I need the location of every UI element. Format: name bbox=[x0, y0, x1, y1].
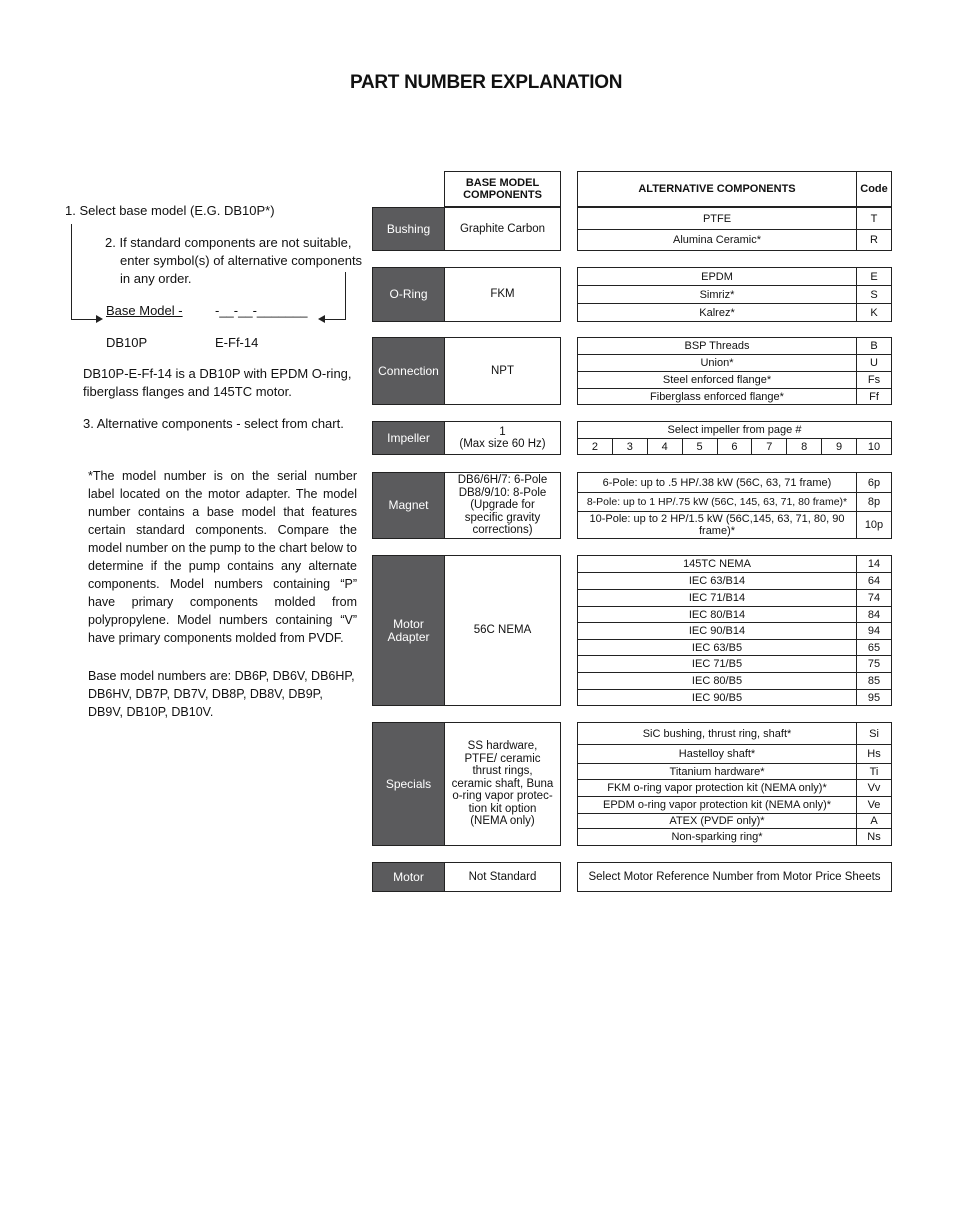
alt-row bbox=[578, 208, 891, 230]
impeller-max-note: (Max size 60 Hz) bbox=[459, 438, 546, 450]
alt-row bbox=[578, 690, 891, 705]
alt-code: B bbox=[856, 338, 891, 354]
alt-row bbox=[578, 286, 891, 304]
row-label-magnet: Magnet bbox=[372, 472, 445, 539]
alt-row bbox=[578, 493, 891, 512]
impeller-option: 9 bbox=[821, 439, 856, 454]
right-arrowhead-icon bbox=[96, 315, 103, 323]
alt-table-impeller bbox=[577, 421, 892, 455]
left-bracket-line bbox=[71, 224, 72, 320]
alt-table-motor-adapter bbox=[577, 555, 892, 706]
alt-name: 145TC NEMA bbox=[683, 558, 751, 570]
alt-name: Kalrez* bbox=[699, 306, 735, 319]
alt-row bbox=[578, 780, 891, 797]
right-bracket-line bbox=[345, 272, 346, 320]
row-label-motor: Motor bbox=[372, 862, 445, 892]
alt-name: EPDM bbox=[701, 270, 733, 283]
alt-row bbox=[578, 623, 891, 640]
alt-code: 8p bbox=[856, 493, 891, 511]
row-label-connection: Connection bbox=[372, 337, 445, 405]
alt-code: 64 bbox=[856, 573, 891, 589]
alt-code: Si bbox=[856, 723, 891, 744]
alt-row bbox=[578, 590, 891, 607]
alt-name: IEC 80/B14 bbox=[688, 608, 746, 621]
alt-row bbox=[578, 304, 891, 321]
alt-name: SiC bushing, thrust ring, shaft* bbox=[642, 727, 792, 740]
example-line-2: fiberglass flanges and 145TC motor. bbox=[83, 384, 292, 399]
row-label-impeller: Impeller bbox=[372, 421, 445, 455]
base-model-list: Base model numbers are: DB6P, DB6V, DB6HP, DB6HV, DB7P, DB7V, DB8P, DB8V, DB9P, DB9V, DB10P, DB10V. bbox=[88, 669, 355, 719]
alt-code: Hs bbox=[856, 745, 891, 763]
base-bushing: Graphite Carbon bbox=[444, 207, 561, 251]
alt-row bbox=[578, 230, 891, 250]
left-arrow-line bbox=[71, 319, 99, 320]
alt-code: A bbox=[856, 814, 891, 828]
alt-name: Union* bbox=[700, 357, 734, 369]
alt-row bbox=[578, 372, 891, 389]
impeller-option: 10 bbox=[856, 439, 891, 454]
alt-row bbox=[578, 764, 891, 780]
impeller-option: 4 bbox=[647, 439, 682, 454]
alt-name: 6-Pole: up to .5 HP/.38 kW (56C, 63, 71 frame) bbox=[602, 476, 832, 489]
alt-row bbox=[578, 607, 891, 623]
alt-row bbox=[578, 355, 891, 372]
alt-code: Vv bbox=[856, 780, 891, 796]
alt-name: Titanium hardware* bbox=[669, 765, 765, 778]
alt-code: S bbox=[856, 286, 891, 303]
base-motor: Not Standard bbox=[444, 862, 561, 892]
alt-motor: Select Motor Reference Number from Motor Price Sheets bbox=[577, 862, 892, 892]
alt-name: Hastelloy shaft* bbox=[678, 748, 756, 760]
example-model: DB10P bbox=[106, 335, 148, 350]
alt-code: K bbox=[856, 304, 891, 321]
step-2-line-2: enter symbol(s) of alternative components bbox=[120, 253, 363, 268]
alt-table-oring bbox=[577, 267, 892, 322]
impeller-option: 5 bbox=[682, 439, 717, 454]
alt-name: IEC 71/B14 bbox=[688, 592, 746, 604]
alt-code: E bbox=[856, 268, 891, 285]
step-2-line-3: in any order. bbox=[120, 271, 192, 286]
alt-row bbox=[578, 473, 891, 493]
base-motor-adapter: 56C NEMA bbox=[444, 555, 561, 706]
alt-row bbox=[578, 829, 891, 845]
alt-code: 75 bbox=[856, 656, 891, 672]
alt-name: Non-sparking ring* bbox=[671, 831, 763, 843]
alt-code: 65 bbox=[856, 640, 891, 655]
alt-code: 6p bbox=[856, 473, 891, 492]
alt-table-connection bbox=[577, 337, 892, 405]
row-label-oring: O-Ring bbox=[372, 267, 445, 322]
alt-name: IEC 90/B14 bbox=[688, 625, 746, 637]
code-header: Code bbox=[856, 172, 891, 206]
base-model-blanks: -__-__-_______ bbox=[215, 303, 308, 318]
alt-name: 10-Pole: up to 2 HP/1.5 kW (56C,145, 63, 71, 80, 90 frame)* bbox=[589, 513, 845, 537]
impeller-option: 6 bbox=[717, 439, 752, 454]
alt-table-bushing bbox=[577, 207, 892, 251]
impeller-option: 7 bbox=[751, 439, 786, 454]
alt-code: T bbox=[856, 208, 891, 229]
left-arrowhead-icon bbox=[318, 315, 325, 323]
alt-name: FKM o-ring vapor protection kit (NEMA only)* bbox=[607, 782, 827, 794]
alt-code: Ff bbox=[856, 389, 891, 404]
alt-code: Ti bbox=[856, 764, 891, 779]
alt-row bbox=[578, 556, 891, 573]
alt-name: EPDM o-ring vapor protection kit (NEMA only)* bbox=[602, 799, 832, 811]
base-specials: SS hardware, PTFE/ ceramic thrust rings, ceramic shaft, Buna o-ring vapor protec- tion kit option (NEMA only) bbox=[444, 722, 561, 846]
base-oring: FKM bbox=[444, 267, 561, 322]
row-label-bushing: Bushing bbox=[372, 207, 445, 251]
alt-row bbox=[578, 338, 891, 355]
alt-name: ATEX (PVDF only)* bbox=[669, 815, 765, 827]
alt-code: 85 bbox=[856, 673, 891, 689]
example-line-1: DB10P-E-Ff-14 is a DB10P with EPDM O-ring, bbox=[83, 366, 352, 381]
alt-header-box bbox=[577, 171, 892, 207]
alt-table-magnet bbox=[577, 472, 892, 539]
alt-code: 94 bbox=[856, 623, 891, 639]
step-1-text: 1. Select base model (E.G. DB10P*) bbox=[65, 203, 275, 218]
row-label-motor-adapter: Motor Adapter bbox=[372, 555, 445, 706]
alt-row bbox=[578, 389, 891, 404]
alt-row bbox=[578, 723, 891, 745]
base-connection: NPT bbox=[444, 337, 561, 405]
step-2-line-1: 2. If standard components are not suitable, bbox=[105, 235, 352, 250]
alt-row bbox=[578, 797, 891, 814]
base-magnet: DB6/6H/7: 6-Pole DB8/9/10: 8-Pole (Upgrade for specific gravity corrections) bbox=[444, 472, 561, 539]
impeller-select-text: Select impeller from page # bbox=[578, 422, 891, 439]
impeller-option: 8 bbox=[786, 439, 821, 454]
impeller-option: 2 bbox=[591, 440, 598, 453]
impeller-size: 1 bbox=[499, 425, 506, 438]
alt-row bbox=[578, 745, 891, 764]
alt-code: Fs bbox=[856, 372, 891, 388]
alt-name: IEC 90/B5 bbox=[691, 691, 743, 704]
impeller-size-options bbox=[578, 439, 891, 454]
alt-name: 8-Pole: up to 1 HP/.75 kW (56C, 145, 63, 71, 80 frame)* bbox=[586, 496, 848, 508]
alt-row bbox=[578, 673, 891, 690]
alt-row bbox=[578, 640, 891, 656]
model-number-note: *The model number is on the serial number label located on the motor adapter. The model number contains a base model that features certain standard components. Compare the model number on the pump to the chart below to determine if the pump contains any alternate components. Model numbers containing “P” have primary components molded from polypropylene. Model numbers containing “V” have primary components molded from PVDF. bbox=[88, 469, 357, 645]
base-impeller bbox=[444, 421, 561, 455]
alt-name: IEC 71/B5 bbox=[691, 658, 743, 670]
alt-code: 14 bbox=[856, 556, 891, 572]
alt-row bbox=[578, 268, 891, 286]
alt-name: Fiberglass enforced flange* bbox=[650, 390, 784, 403]
alt-components-header: ALTERNATIVE COMPONENTS bbox=[638, 183, 796, 195]
alt-name: Simriz* bbox=[699, 288, 735, 301]
alt-name: IEC 80/B5 bbox=[691, 675, 743, 687]
alt-table-specials bbox=[577, 722, 892, 846]
example-symbols: E-Ff-14 bbox=[215, 335, 259, 350]
alt-name: IEC 63/B5 bbox=[691, 641, 743, 654]
alt-name: Steel enforced flange* bbox=[662, 374, 772, 386]
row-label-specials: Specials bbox=[372, 722, 445, 846]
alt-code: 84 bbox=[856, 607, 891, 622]
alt-row bbox=[578, 814, 891, 829]
alt-code: Ve bbox=[856, 797, 891, 813]
page-title: PART NUMBER EXPLANATION bbox=[350, 72, 623, 93]
alt-row bbox=[578, 656, 891, 673]
alt-name: PTFE bbox=[702, 212, 732, 225]
alt-code: 74 bbox=[856, 590, 891, 606]
alt-name: Alumina Ceramic* bbox=[672, 234, 762, 246]
alt-name: BSP Threads bbox=[684, 340, 750, 352]
base-model-label: Base Model - bbox=[106, 303, 183, 318]
right-arrow-line bbox=[324, 319, 346, 320]
alt-code: Ns bbox=[856, 829, 891, 845]
alt-code: R bbox=[856, 230, 891, 250]
alt-row bbox=[578, 573, 891, 590]
alt-row bbox=[578, 512, 891, 538]
alt-code: 95 bbox=[856, 690, 891, 705]
base-model-header: BASE MODEL COMPONENTS bbox=[444, 171, 561, 207]
step-3-text: 3. Alternative components - select from chart. bbox=[83, 416, 344, 431]
alt-name: IEC 63/B14 bbox=[688, 575, 746, 587]
alt-code: 10p bbox=[856, 512, 891, 538]
impeller-option: 3 bbox=[612, 439, 647, 454]
alt-code: U bbox=[856, 355, 891, 371]
